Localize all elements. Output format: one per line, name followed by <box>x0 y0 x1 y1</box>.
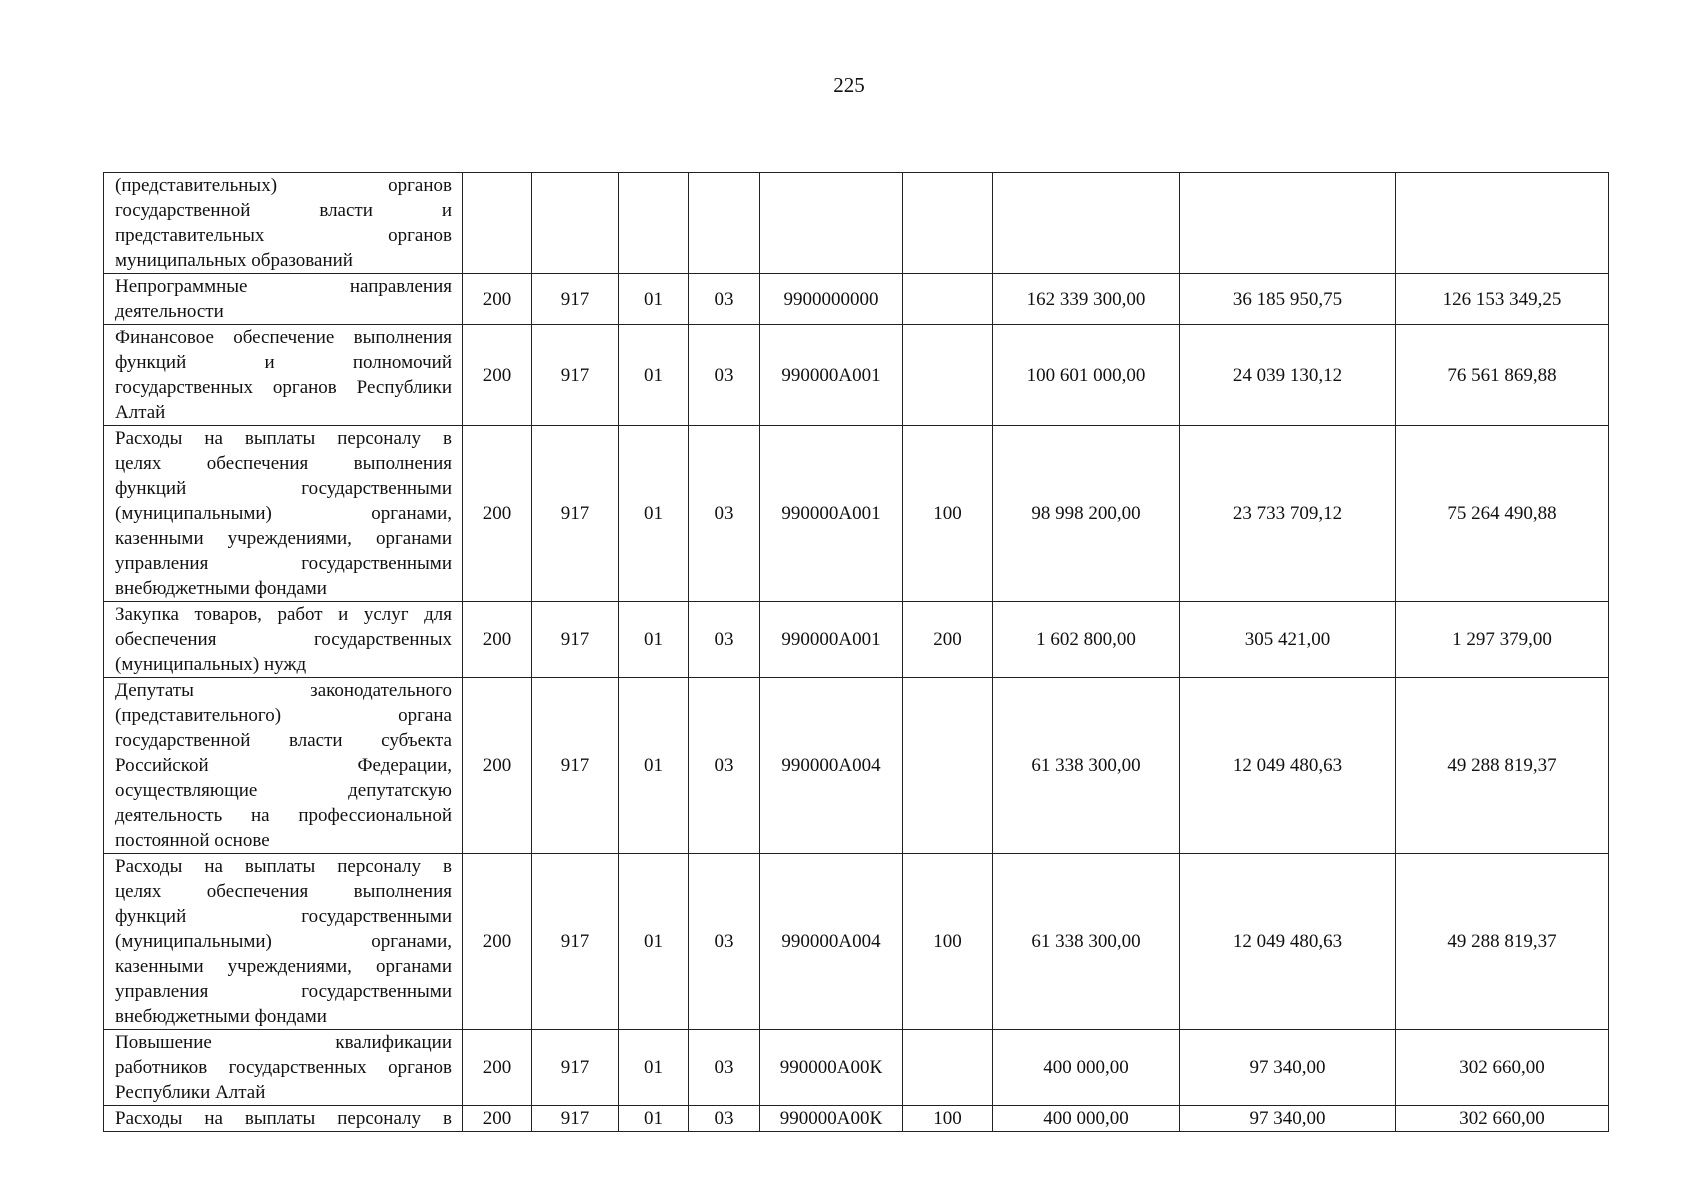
section-code: 200 <box>463 426 532 602</box>
target-article-code: 990000А004 <box>760 678 903 854</box>
remaining-amount: 302 660,00 <box>1396 1106 1609 1132</box>
executed-amount: 12 049 480,63 <box>1180 854 1396 1030</box>
expense-type-code: 200 <box>903 602 993 678</box>
executed-amount <box>1180 173 1396 274</box>
ministry-code: 917 <box>532 854 619 1030</box>
description-line: (представительного) органа <box>115 705 452 726</box>
ministry-code: 917 <box>532 325 619 426</box>
executed-amount: 23 733 709,12 <box>1180 426 1396 602</box>
target-article-code: 990000А001 <box>760 426 903 602</box>
target-article-code: 990000А001 <box>760 325 903 426</box>
planned-amount: 1 602 800,00 <box>993 602 1180 678</box>
target-article-code: 990000А004 <box>760 854 903 1030</box>
target-article-code: 990000А00К <box>760 1030 903 1106</box>
description-line: деятельность на профессиональной <box>115 805 452 826</box>
table-body <box>104 173 1609 1132</box>
description-line: (муниципальными) органами, <box>115 931 452 952</box>
section-code: 200 <box>463 1106 532 1132</box>
description-line: представительных органов <box>115 225 452 246</box>
subsection-code <box>689 173 760 274</box>
expense-type-code <box>903 325 993 426</box>
section-code: 200 <box>463 678 532 854</box>
row-description <box>104 325 463 426</box>
row-description <box>104 854 463 1030</box>
planned-amount: 162 339 300,00 <box>993 274 1180 325</box>
description-line: Российской Федерации, <box>115 755 452 776</box>
chapter-code: 01 <box>619 1030 689 1106</box>
section-code <box>463 173 532 274</box>
expense-type-code <box>903 678 993 854</box>
planned-amount: 61 338 300,00 <box>993 854 1180 1030</box>
description-line: осуществляющие депутатскую <box>115 780 452 801</box>
description-line: казенными учреждениями, органами <box>115 956 452 977</box>
chapter-code: 01 <box>619 426 689 602</box>
expense-type-code <box>903 1030 993 1106</box>
description-line: внебюджетными фондами <box>115 578 327 599</box>
table-row <box>104 1030 1609 1106</box>
subsection-code: 03 <box>689 1030 760 1106</box>
description-line: целях обеспечения выполнения <box>115 453 452 474</box>
subsection-code: 03 <box>689 426 760 602</box>
ministry-code: 917 <box>532 274 619 325</box>
row-description <box>104 426 463 602</box>
description-line: государственной власти и <box>115 200 452 221</box>
subsection-code: 03 <box>689 1106 760 1132</box>
chapter-code: 01 <box>619 678 689 854</box>
description-line: Республики Алтай <box>115 1082 266 1103</box>
table-row <box>104 325 1609 426</box>
description-line: (муниципальными) органами, <box>115 503 452 524</box>
table-row <box>104 678 1609 854</box>
table-row <box>104 173 1609 274</box>
remaining-amount: 76 561 869,88 <box>1396 325 1609 426</box>
description-line: функций государственными <box>115 906 452 927</box>
row-description <box>104 602 463 678</box>
description-line: Повышение квалификации <box>115 1032 452 1053</box>
executed-amount: 97 340,00 <box>1180 1106 1396 1132</box>
target-article-code: 9900000000 <box>760 274 903 325</box>
remaining-amount: 75 264 490,88 <box>1396 426 1609 602</box>
remaining-amount: 1 297 379,00 <box>1396 602 1609 678</box>
executed-amount: 305 421,00 <box>1180 602 1396 678</box>
description-line: казенными учреждениями, органами <box>115 528 452 549</box>
section-code: 200 <box>463 602 532 678</box>
planned-amount <box>993 173 1180 274</box>
description-line: управления государственными <box>115 553 452 574</box>
chapter-code: 01 <box>619 274 689 325</box>
ministry-code <box>532 173 619 274</box>
description-line: функций и полномочий <box>115 352 452 373</box>
planned-amount: 98 998 200,00 <box>993 426 1180 602</box>
description-line: управления государственными <box>115 981 452 1002</box>
subsection-code: 03 <box>689 274 760 325</box>
description-line: Финансовое обеспечение выполнения <box>115 327 452 348</box>
description-line: внебюджетными фондами <box>115 1006 327 1027</box>
remaining-amount <box>1396 173 1609 274</box>
executed-amount: 36 185 950,75 <box>1180 274 1396 325</box>
description-line: Алтай <box>115 402 166 423</box>
target-article-code: 990000А00К <box>760 1106 903 1132</box>
budget-table <box>103 172 1609 1132</box>
row-description <box>104 1106 463 1132</box>
description-line: целях обеспечения выполнения <box>115 881 452 902</box>
remaining-amount: 49 288 819,37 <box>1396 678 1609 854</box>
subsection-code: 03 <box>689 325 760 426</box>
description-line: государственной власти субъекта <box>115 730 452 751</box>
page-number: 225 <box>833 73 865 97</box>
expense-type-code: 100 <box>903 854 993 1030</box>
description-line: деятельности <box>115 301 224 322</box>
chapter-code <box>619 173 689 274</box>
target-article-code <box>760 173 903 274</box>
row-description <box>104 173 463 274</box>
table-row <box>104 426 1609 602</box>
remaining-amount: 49 288 819,37 <box>1396 854 1609 1030</box>
row-description <box>104 678 463 854</box>
description-line: муниципальных образований <box>115 250 353 271</box>
chapter-code: 01 <box>619 325 689 426</box>
expense-type-code <box>903 274 993 325</box>
description-line: Непрограммные направления <box>115 276 452 297</box>
target-article-code: 990000А001 <box>760 602 903 678</box>
planned-amount: 100 601 000,00 <box>993 325 1180 426</box>
section-code: 200 <box>463 1030 532 1106</box>
chapter-code: 01 <box>619 602 689 678</box>
ministry-code: 917 <box>532 1106 619 1132</box>
table-row <box>104 274 1609 325</box>
executed-amount: 97 340,00 <box>1180 1030 1396 1106</box>
table-row <box>104 1106 1609 1132</box>
description-line: государственных органов Республики <box>115 377 452 398</box>
expense-type-code: 100 <box>903 426 993 602</box>
description-line: Расходы на выплаты персоналу в <box>115 428 452 449</box>
description-line: функций государственными <box>115 478 452 499</box>
planned-amount: 61 338 300,00 <box>993 678 1180 854</box>
chapter-code: 01 <box>619 854 689 1030</box>
executed-amount: 24 039 130,12 <box>1180 325 1396 426</box>
ministry-code: 917 <box>532 426 619 602</box>
description-line: (представительных) органов <box>115 175 452 196</box>
ministry-code: 917 <box>532 678 619 854</box>
section-code: 200 <box>463 325 532 426</box>
table-row <box>104 854 1609 1030</box>
description-line: Расходы на выплаты персоналу в <box>115 856 452 877</box>
row-description <box>104 274 463 325</box>
description-line: (муниципальных) нужд <box>115 654 307 675</box>
description-line: Депутаты законодательного <box>115 680 452 701</box>
planned-amount: 400 000,00 <box>993 1106 1180 1132</box>
ministry-code: 917 <box>532 602 619 678</box>
description-line: работников государственных органов <box>115 1057 452 1078</box>
remaining-amount: 302 660,00 <box>1396 1030 1609 1106</box>
description-line: Закупка товаров, работ и услуг для <box>115 604 452 625</box>
subsection-code: 03 <box>689 602 760 678</box>
description-line: постоянной основе <box>115 830 270 851</box>
description-line: обеспечения государственных <box>115 629 452 650</box>
chapter-code: 01 <box>619 1106 689 1132</box>
expense-type-code <box>903 173 993 274</box>
ministry-code: 917 <box>532 1030 619 1106</box>
executed-amount: 12 049 480,63 <box>1180 678 1396 854</box>
subsection-code: 03 <box>689 678 760 854</box>
subsection-code: 03 <box>689 854 760 1030</box>
section-code: 200 <box>463 854 532 1030</box>
planned-amount: 400 000,00 <box>993 1030 1180 1106</box>
section-code: 200 <box>463 274 532 325</box>
table-row <box>104 602 1609 678</box>
expense-type-code: 100 <box>903 1106 993 1132</box>
description-line: Расходы на выплаты персоналу в <box>115 1108 452 1129</box>
row-description <box>104 1030 463 1106</box>
remaining-amount: 126 153 349,25 <box>1396 274 1609 325</box>
